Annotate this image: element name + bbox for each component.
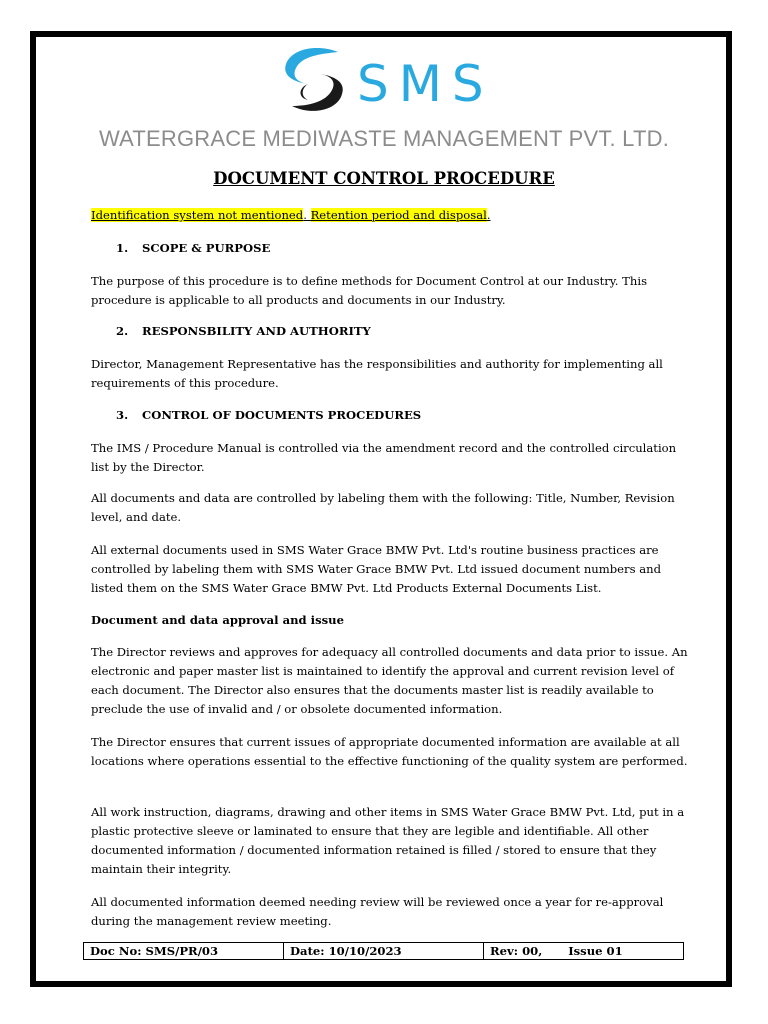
section-heading-control (116, 406, 714, 425)
section-heading-text: RESPONSBILITY AND AUTHORITY (142, 324, 371, 338)
company-name: WATERGRACE MEDIWASTE MANAGEMENT PVT. LTD. (98, 126, 670, 151)
footer-issue: Issue 01 (568, 944, 623, 958)
section-number: 2. (116, 324, 129, 338)
document-title: DOCUMENT CONTROL PROCEDURE (213, 169, 555, 188)
note-end: . (486, 208, 491, 222)
footer-revision (484, 943, 683, 959)
paragraph: All external documents used in SMS Water Grace BMW Pvt. Ltd's routine business practices are controlled by labeling them with SMS Water Grace BMW Pvt. Ltd issued document numbers and listed them on the SMS Water Grace BMW Pvt. Ltd Products External Documents List. (91, 543, 662, 595)
section-number: 1. (116, 241, 129, 255)
paragraph: The purpose of this procedure is to define methods for Document Control at our Industry. This procedure is applicable to all products and documents in our Industry. (91, 274, 648, 307)
paragraph: Director, Management Representative has the responsibilities and authority for implementing all requirements of this procedure. (91, 357, 663, 390)
note-separator: . (303, 208, 311, 222)
section-heading-text: SCOPE & PURPOSE (142, 241, 271, 255)
section-heading-scope (116, 239, 714, 258)
paragraph: All documents and data are controlled by labeling them with the following: Title, Number, Revision level, and date. (91, 491, 675, 524)
paragraph: The IMS / Procedure Manual is controlled via the amendment record and the controlled circulation list by the Director. (91, 441, 677, 474)
footer-doc-no: Doc No: SMS/PR/03 (84, 943, 284, 959)
subheading-approval: Document and data approval and issue (91, 613, 344, 627)
document-footer-table (83, 942, 684, 960)
note-retention: Retention period and disposal (310, 208, 487, 222)
footer-date: Date: 10/10/2023 (284, 943, 484, 959)
footer-rev: Rev: 00, (490, 944, 543, 958)
paragraph: The Director reviews and approves for adequacy all controlled documents and data prior to issue. An electronic and paper master list is maintained to identify the approval and current revision level of each document. The Director also ensures that the documents master list is readily available to preclude the use of invalid and / or obsolete documented information. (91, 645, 688, 716)
paragraph: All work instruction, diagrams, drawing and other items in SMS Water Grace BMW Pvt. Ltd, put in a plastic protective sleeve or laminated to ensure that they are legible and identifiable. All other documented information / documented information retained is filled / stored to ensure that they maintain their integrity. (91, 805, 685, 876)
paragraph: The Director ensures that current issues of appropriate documented information are available at all locations where operations essential to the effective functioning of the quality system are performed. (91, 735, 688, 768)
section-number: 3. (116, 408, 129, 422)
logo (0, 44, 768, 116)
section-heading-text: CONTROL OF DOCUMENTS PROCEDURES (142, 408, 422, 422)
section-heading-responsibility (116, 322, 714, 341)
note-identification: Identification system not mentioned (91, 208, 304, 222)
paragraph: All documented information deemed needing review will be reviewed once a year for re-approval during the management review meeting. (91, 895, 664, 928)
review-note (91, 206, 689, 225)
logo-text: SMS (357, 55, 494, 113)
sms-logo-mark-icon (278, 44, 350, 116)
